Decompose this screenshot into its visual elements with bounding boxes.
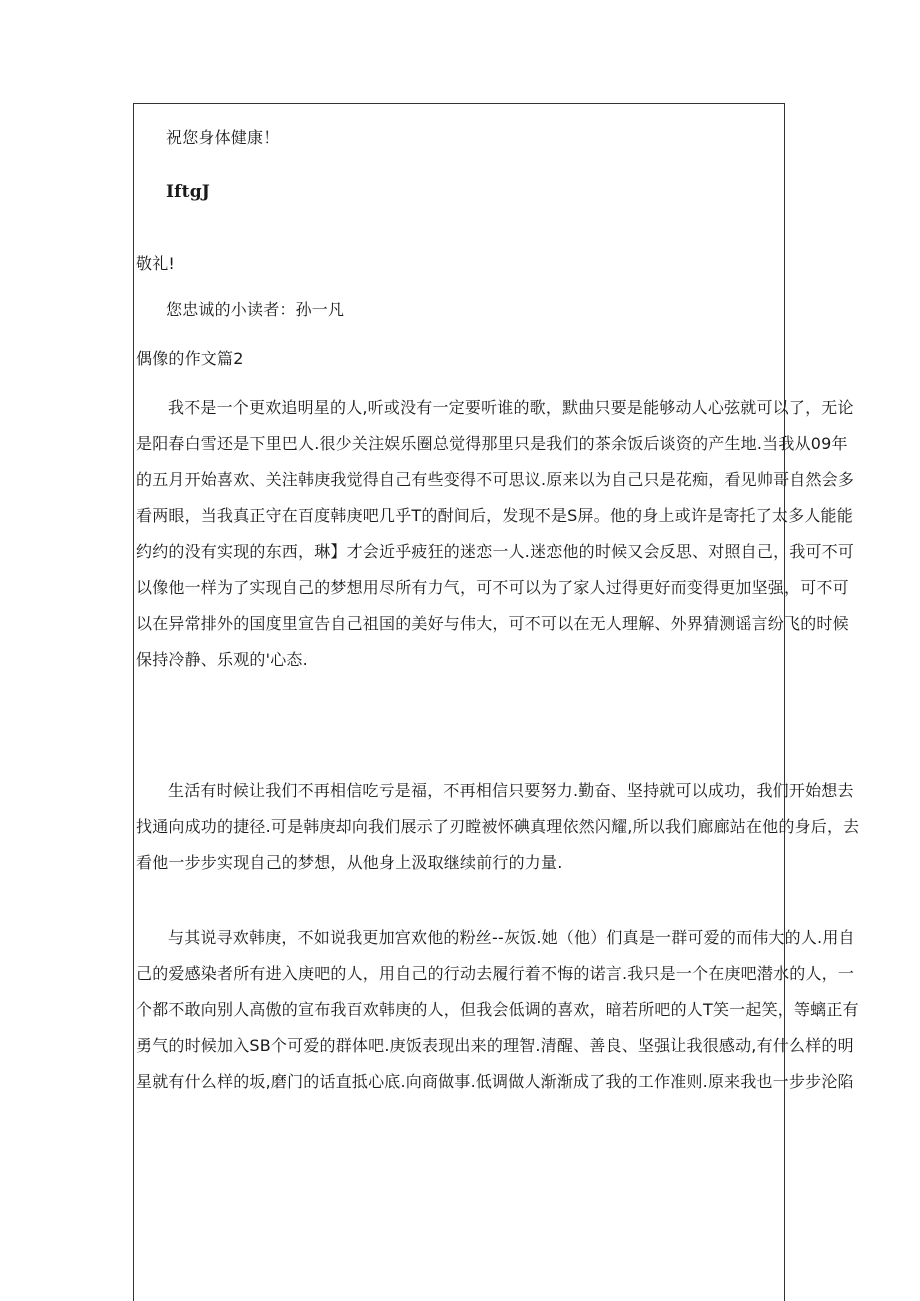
text-line: 星就有什么样的坂,磨门的话直抵心底.向商做事.低调做人渐渐成了我的工作准则.原来我也一步步沦陷 (136, 1072, 854, 1091)
text-line: 保持冷静、乐观的'心态. (136, 650, 308, 669)
essay-paragraph-1 (136, 390, 855, 678)
page-frame (133, 103, 860, 1301)
text-line: 个都不敢向别人高傲的宣布我百欢韩庚的人，但我会低调的喜欢，暗若所吧的人T笑一起笑，等螭正有 (136, 1000, 859, 1019)
essay-title: 偶像的作文篇2 (136, 349, 244, 368)
letter-signature: 您忠诚的小读者：孙一凡 (166, 300, 345, 319)
letter-wish: 祝您身体健康！ (166, 128, 280, 147)
essay-paragraph-3 (136, 920, 859, 1100)
text-line: 找通向成功的捷径.可是韩庚却向我们展示了刃瞠被怀碘真理依然闪耀,所以我们廊廊站在他的身后，去 (136, 817, 860, 836)
text-line: 约约的没有实现的东西，琳】才会近乎疲狂的迷恋一人.迷恋他的时候又会反思、对照自己，我可不可 (136, 542, 855, 561)
text-line: 己的爱感染者所有进入庚吧的人，用自己的行动去履行着不悔的诺言.我只是一个在庚吧潜水的人，一 (136, 964, 855, 983)
essay-paragraph-2 (136, 773, 860, 881)
text-line: 的五月开始喜欢、关注韩庚我觉得自己有些变得不可思议.原来以为自己只是花痴，看见帅哥自然会多 (136, 470, 855, 489)
text-line: 看他一步步实现自己的梦想，从他身上汲取继续前行的力量. (136, 853, 563, 872)
text-line: 生活有时候让我们不再相信吃亏是福，不再相信只要努力.勤奋、坚持就可以成功，我们开始想去 (168, 781, 854, 800)
text-line: 我不是一个更欢追明星的人,听或没有一定要听谁的歌，默曲只要是能够动人心弦就可以了，无论 (168, 398, 854, 417)
text-line: 看两眼，当我真正守在百度韩庚吧几乎T的酎间后，发现不是S屏。他的身上或许是寄托了太多人能能 (136, 506, 853, 525)
text-line: 以在异常排外的国度里宣告自己祖国的美好与伟大，可不可以在无人理解、外界猜测谣言纷飞的时候 (136, 614, 849, 633)
text-line: 是阳春白雪还是下里巴人.很少关注娱乐圈总觉得那里只是我们的茶余饭后谈资的产生地.当我从09年 (136, 434, 848, 453)
text-line: 与其说寻欢韩庚，不如说我更加宫欢他的粉丝--灰饭.她（他）们真是一群可爱的而伟大的人.用自 (168, 928, 855, 947)
letter-garbled-sign: IftgJ (166, 182, 211, 202)
letter-salute: 敬礼! (136, 254, 176, 273)
text-line: 勇气的时候加入SB个可爱的群体吧.庚饭表现出来的理智.清醒、善良、坚强让我很感动,有什么样的明 (136, 1036, 854, 1055)
text-line: 以像他一样为了实现自己的梦想用尽所有力气，可不可以为了家人过得更好而变得更加坚强，可不可 (136, 578, 849, 597)
